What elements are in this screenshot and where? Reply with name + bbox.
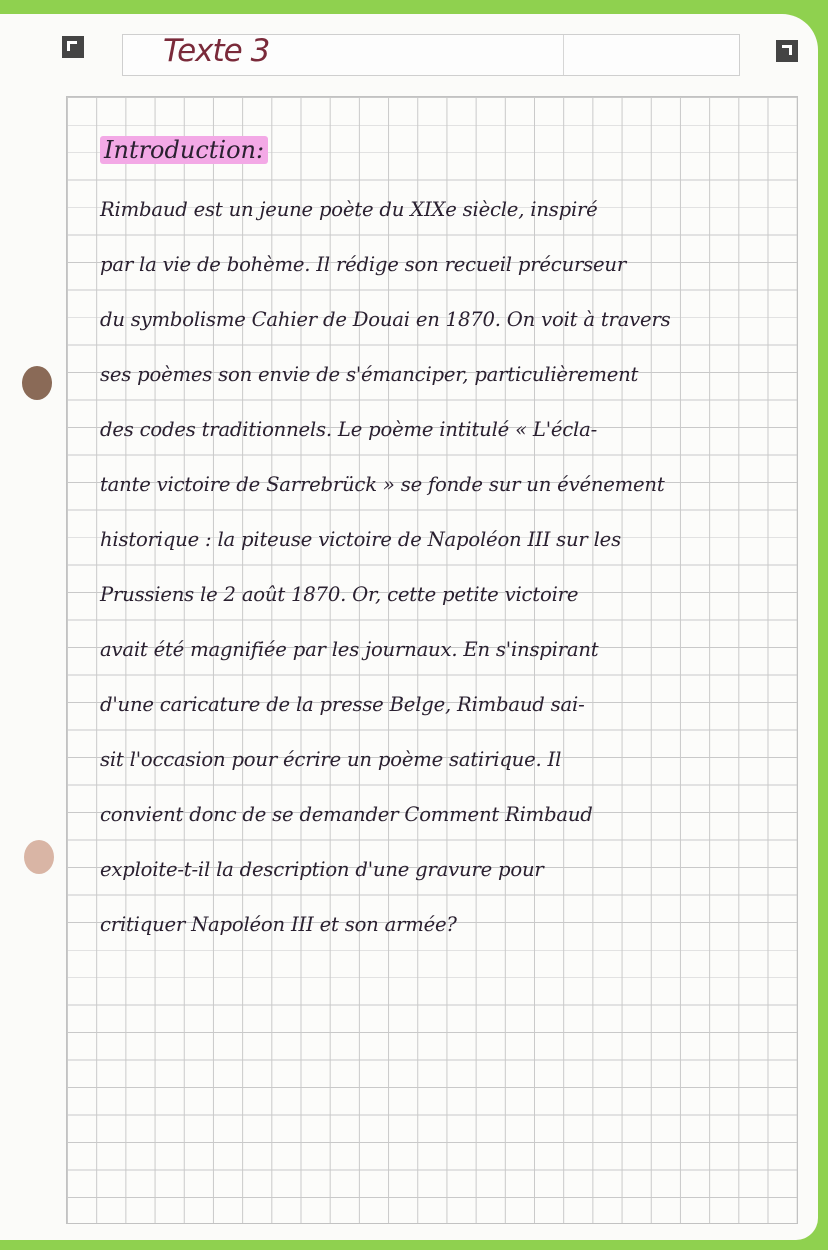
note-paragraph — [100, 168, 800, 966]
note-line: critiquer Napoléon III et son armée? — [100, 912, 457, 936]
note-line: des codes traditionnels. Le poème intitulé « L'écla- — [100, 417, 598, 441]
note-line: ses poèmes son envie de s'émanciper, particulièrement — [100, 362, 639, 386]
header-box — [122, 34, 740, 76]
note-line: Prussiens le 2 août 1870. Or, cette petite victoire — [100, 582, 579, 606]
note-line: tante victoire de Sarrebrück » se fonde sur un événement — [100, 472, 665, 496]
corner-mark-icon — [776, 40, 798, 62]
note-heading: Introduction: — [100, 136, 268, 164]
note-line: convient donc de se demander Comment Rimbaud — [100, 802, 593, 826]
binder-hole — [22, 366, 52, 400]
note-line: exploite-t-il la description d'une gravure pour — [100, 857, 544, 881]
note-line: sit l'occasion pour écrire un poème satirique. Il — [100, 747, 562, 771]
note-line: avait été magnifiée par les journaux. En s'inspirant — [100, 637, 599, 661]
note-line: d'une caricature de la presse Belge, Rimbaud sai- — [100, 692, 585, 716]
corner-mark-icon — [62, 36, 84, 58]
note-line: du symbolisme Cahier de Douai en 1870. On voit à travers — [100, 307, 671, 331]
note-line: historique : la piteuse victoire de Napoléon III sur les — [100, 527, 621, 551]
page-title: Texte 3 — [163, 33, 270, 69]
header-divider — [563, 35, 564, 75]
note-line: Rimbaud est un jeune poète du XIXe siècle, inspiré — [100, 197, 598, 221]
note-line: par la vie de bohème. Il rédige son recueil précurseur — [100, 252, 626, 276]
notebook-page — [0, 14, 818, 1240]
handwritten-note — [100, 136, 800, 966]
binder-hole — [24, 840, 54, 874]
